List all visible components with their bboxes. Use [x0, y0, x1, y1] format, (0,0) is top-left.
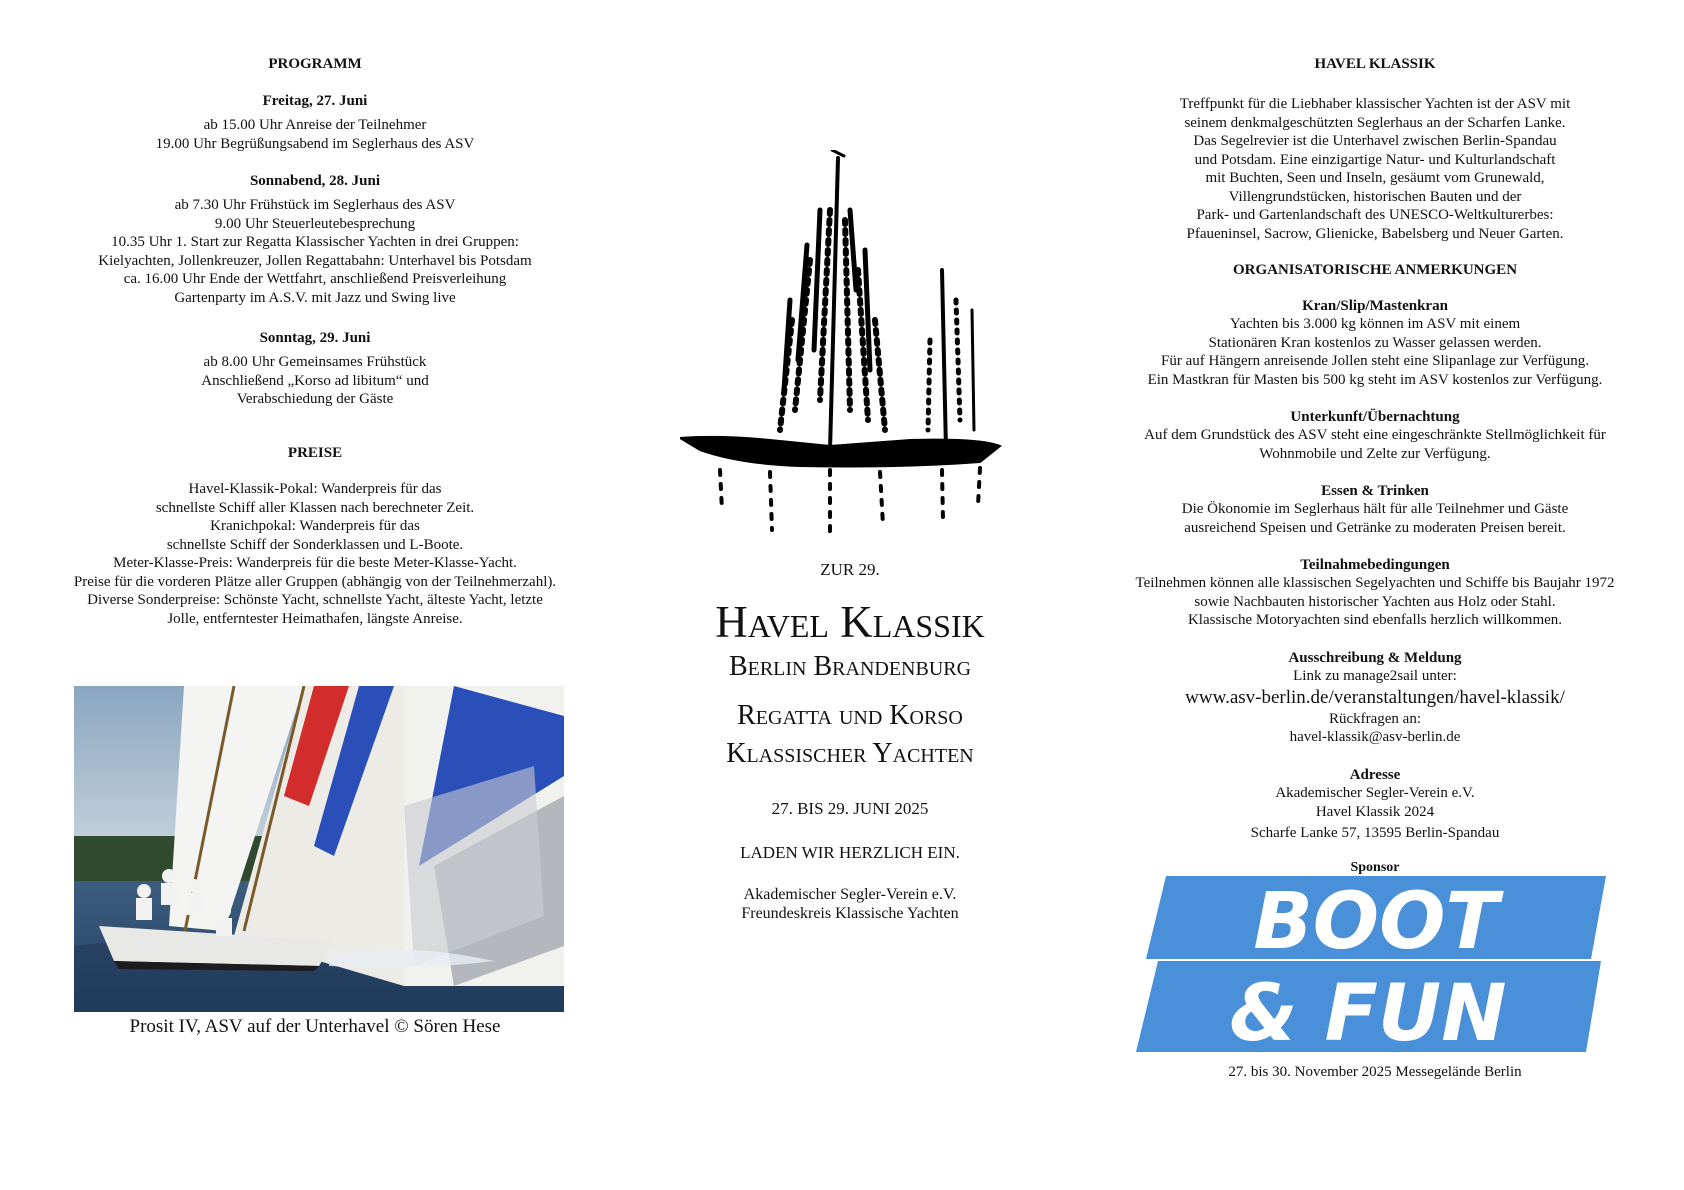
- sponsor-logo-line2: & FUN: [1229, 969, 1507, 1056]
- program-day-saturday: [40, 173, 590, 307]
- prize-line: Preise für die vorderen Plätze aller Gruppen (abhängig von der Teilnehmerzahl).: [73, 573, 557, 590]
- contact-email[interactable]: havel-klassik@asv-berlin.de: [1289, 729, 1461, 745]
- registration-section: [1100, 650, 1650, 747]
- prize-line: Jolle, entferntester Heimathafen, längste Anreise.: [167, 610, 463, 627]
- section-line: Yachten bis 3.000 kg können im ASV mit einem: [1229, 316, 1521, 332]
- program-heading: PROGRAMM: [268, 56, 362, 72]
- prize-line: Meter-Klasse-Preis: Wanderpreis für die beste Meter-Klasse-Yacht.: [113, 555, 517, 571]
- program-line: Verabschiedung der Gäste: [236, 391, 394, 407]
- cover-org1: Akademischer Segler-Verein e.V.: [743, 886, 957, 903]
- org-section-kran: [1100, 298, 1650, 389]
- section-line: sowie Nachbauten historischer Yachten aus Holz oder Stahl.: [1194, 593, 1556, 610]
- photo-caption: Prosit IV, ASV auf der Unterhavel © Sören Hese: [129, 1016, 501, 1037]
- sponsor-footer: 27. bis 30. November 2025 Messegelände Berlin: [1228, 1064, 1522, 1080]
- cover-line1: Regatta und Korso: [737, 700, 963, 731]
- prize-line: schnellste Schiff aller Klassen nach berechneter Zeit.: [155, 499, 475, 516]
- section-title: Essen & Trinken: [1321, 483, 1429, 499]
- sponsor-logo: [1136, 876, 1616, 1056]
- prize-line: schnellste Schiff der Sonderklassen und L-Boote.: [166, 536, 464, 553]
- org-heading: ORGANISATORISCHE ANMERKUNGEN: [1232, 262, 1518, 278]
- info-line: seinem denkmalgeschützten Seglerhaus an der Scharfen Lanke.: [1184, 114, 1566, 131]
- address-line: Akademischer Segler-Verein e.V.: [1275, 785, 1475, 801]
- address-line: Havel Klassik 2024: [1315, 803, 1435, 820]
- prizes-heading: PREISE: [287, 445, 343, 461]
- org-section-unterkunft: [1100, 409, 1650, 463]
- program-line: 19.00 Uhr Begrüßungsabend im Seglerhaus des ASV: [155, 135, 475, 152]
- day-title: Freitag, 27. Juni: [262, 93, 368, 109]
- program-line: ca. 16.00 Uhr Ende der Wettfahrt, anschließend Preisverleihung: [123, 271, 507, 287]
- program-line: ab 15.00 Uhr Anreise der Teilnehmer: [203, 117, 427, 133]
- info-line: Park- und Gartenlandschaft des UNESCO-Weltkulturerbes:: [1196, 207, 1554, 223]
- program-column: [40, 0, 590, 1190]
- regatta-photo: [74, 686, 564, 1012]
- info-line: Villengrundstücken, historischen Bauten und der: [1228, 188, 1522, 205]
- registration-link-label: Link zu manage2sail unter:: [1293, 668, 1457, 684]
- info-line: Das Segelrevier ist die Unterhavel zwischen Berlin-Spandau: [1193, 133, 1557, 149]
- program-line: 9.00 Uhr Steuerleutebesprechung: [214, 215, 416, 232]
- sponsor-heading: Sponsor: [1350, 860, 1400, 875]
- section-line: Klassische Motoryachten sind ebenfalls herzlich willkommen.: [1187, 612, 1563, 628]
- section-line: Die Ökonomie im Seglerhaus hält für alle Teilnehmer und Gäste: [1181, 501, 1569, 517]
- address-title: Adresse: [1349, 767, 1401, 783]
- section-line: Ein Mastkran für Masten bis 500 kg steht im ASV kostenlos zur Verfügung.: [1147, 371, 1603, 388]
- program-day-sunday: [40, 330, 590, 409]
- prize-line: Havel-Klassik-Pokal: Wanderpreis für das: [188, 481, 442, 497]
- day-title: Sonntag, 29. Juni: [259, 330, 371, 346]
- program-line: Gartenparty im A.S.V. mit Jazz und Swing live: [174, 289, 456, 306]
- info-text: [1100, 95, 1650, 243]
- cover-column: [640, 0, 1060, 1190]
- prize-line: Diverse Sonderpreise: Schönste Yacht, schnellste Yacht, älteste Yacht, letzte: [87, 592, 543, 608]
- prizes-section: [40, 445, 590, 628]
- cover-org2: Freundeskreis Klassische Yachten: [741, 905, 959, 922]
- section-title: Unterkunft/Übernachtung: [1290, 409, 1460, 425]
- section-line: Auf dem Grundstück des ASV steht eine eingeschränkte Stellmöglichkeit für: [1144, 427, 1606, 443]
- info-line: Treffpunkt für die Liebhaber klassischer Yachten ist der ASV mit: [1179, 96, 1571, 112]
- section-line: Wohnmobile und Zelte zur Verfügung.: [1259, 445, 1491, 462]
- section-title: Kran/Slip/Mastenkran: [1302, 298, 1448, 314]
- cover-subtitle: Berlin Brandenburg: [728, 651, 972, 682]
- prize-line: Kranichpokal: Wanderpreis für das: [210, 518, 420, 534]
- section-line: Stationären Kran kostenlos zu Wasser gelassen werden.: [1208, 334, 1542, 351]
- section-line: ausreichend Speisen und Getränke zu moderaten Preisen bereit.: [1184, 519, 1566, 536]
- program-line: Kielyachten, Jollenkreuzer, Jollen Regattabahn: Unterhavel bis Potsdam: [98, 252, 532, 269]
- section-title: Teilnahmebedingungen: [1300, 557, 1450, 573]
- sponsor-logo-line1: BOOT: [1253, 877, 1499, 967]
- address-section: [1100, 767, 1650, 843]
- org-section-teilnahme: [1100, 557, 1650, 630]
- cover-pre: ZUR 29.: [820, 560, 880, 579]
- section-line: Für auf Hängern anreisende Jollen steht eine Slipanlage zur Verfügung.: [1161, 353, 1589, 369]
- address-line: Scharfe Lanke 57, 13595 Berlin-Spandau: [1250, 825, 1500, 841]
- contact-label: Rückfragen an:: [1328, 710, 1422, 727]
- info-line: Pfaueninsel, Sacrow, Glienicke, Babelsberg und Neuer Garten.: [1186, 225, 1564, 242]
- program-line: ab 8.00 Uhr Gemeinsames Frühstück: [203, 354, 427, 370]
- info-column: [1100, 0, 1650, 1190]
- program-line: 10.35 Uhr 1. Start zur Regatta Klassischer Yachten in drei Gruppen:: [111, 234, 519, 250]
- registration-title: Ausschreibung & Meldung: [1288, 650, 1462, 666]
- section-line: Teilnehmen können alle klassischen Segelyachten und Schiffe bis Baujahr 1972: [1135, 575, 1615, 591]
- info-line: mit Buchten, Seen und Inseln, gesäumt vom Grunewald,: [1205, 170, 1545, 186]
- program-line: Anschließend „Korso ad libitum“ und: [201, 372, 429, 389]
- program-line: ab 7.30 Uhr Frühstück im Seglerhaus des ASV: [174, 197, 456, 213]
- org-section-essen: [1100, 483, 1650, 537]
- registration-url[interactable]: www.asv-berlin.de/veranstaltungen/havel-klassik/: [1185, 686, 1565, 708]
- cover-dates: 27. BIS 29. JUNI 2025: [771, 799, 929, 818]
- cover-invite: LADEN WIR HERZLICH EIN.: [740, 843, 960, 862]
- cover-line2: Klassischer Yachten: [726, 738, 974, 769]
- program-day-friday: [40, 93, 590, 153]
- sailboat-logo: [680, 150, 1010, 540]
- info-heading: HAVEL KLASSIK: [1314, 56, 1436, 72]
- day-title: Sonnabend, 28. Juni: [249, 173, 381, 189]
- info-line: und Potsdam. Eine einzigartige Natur- und Kulturlandschaft: [1194, 151, 1556, 168]
- cover-title: Havel Klassik: [715, 597, 985, 647]
